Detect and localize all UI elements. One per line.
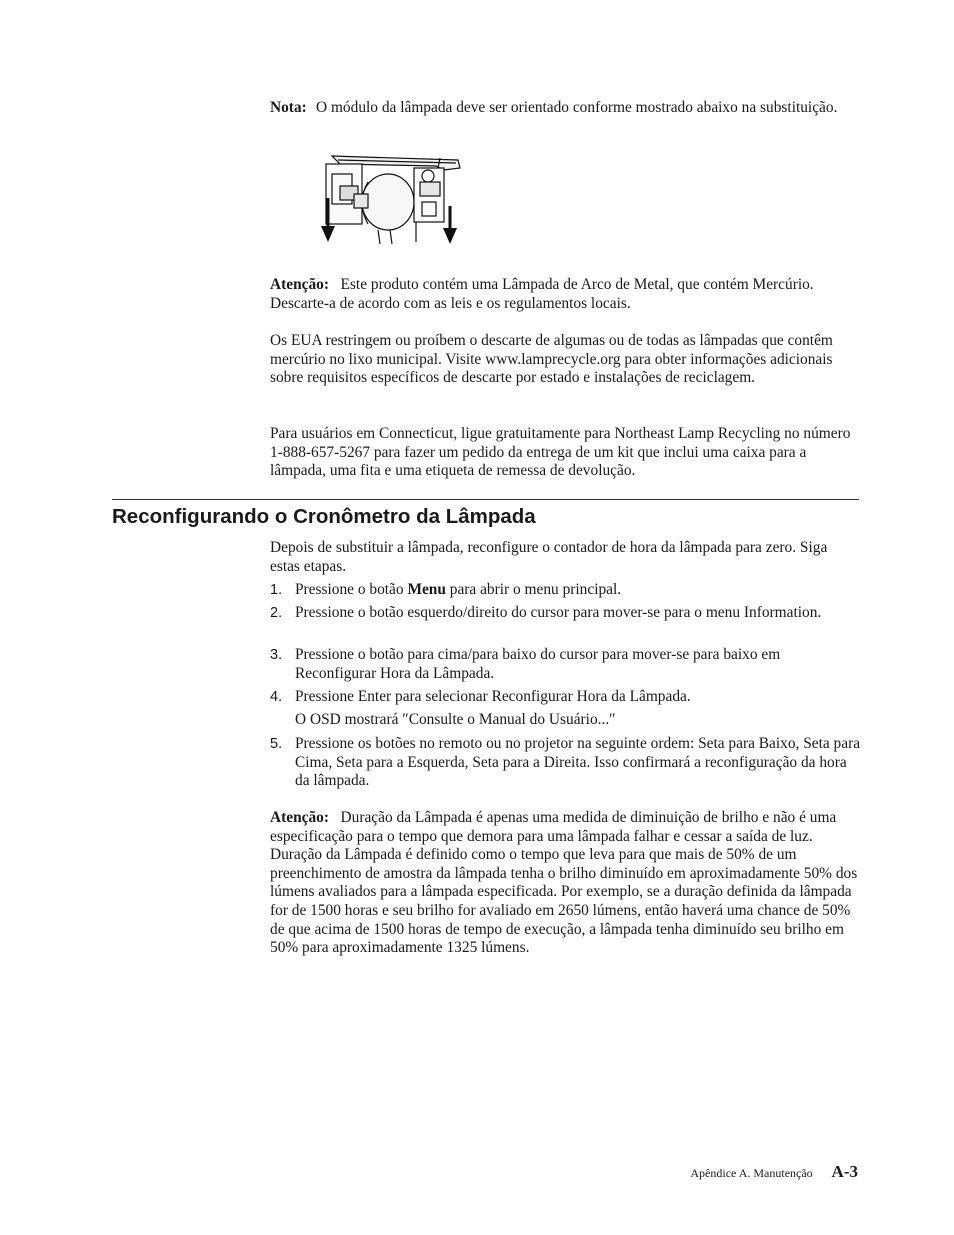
attention-text: Duração da Lâmpada é apenas uma medida de diminuição de brilho e não é uma especificação para o tempo que demora para uma lâmpada falhar e cessar a saída de luz. Duração da Lâmpada é definido como o tempo que leva para que mais de 50% de um preenchimento de amostra da lâmpada tenha o brilho diminuído em aproximadamente 50% dos lúmens avaliados para a lâmpada especificada. Por exemplo, se a duração definida da lâmpada for de 1500 horas e seu brilho for avaliado em 2650 lúmens, então haverá uma chance de 50% de que acima de 1500 horas de tempo de execução, a lâmpada tenha diminuído seu brilho em 50% para aproximadamente 1325 lúmens. <box>270 809 858 957</box>
step-number: 4. <box>270 689 283 705</box>
disposal-paragraph <box>270 332 860 388</box>
step-number: 2. <box>270 605 283 621</box>
section-heading: Reconfigurando o Cronômetro da Lâmpada <box>112 505 536 528</box>
note-label: Nota: <box>270 99 307 116</box>
step-text: Pressione o botão para cima/para baixo do cursor para mover-se para baixo em Reconfigurar Hora da Lâmpada. <box>295 646 781 682</box>
footer-section: Apêndice A. Manutenção <box>690 1166 813 1180</box>
disposal-text: Os EUA restringem ou proíbem o descarte de algumas ou de todas as lâmpadas que contêm mercúrio no lixo municipal. Visite www.lamprecycle.org para obter informações adicionais sobre requisitos específicos de descarte por estado e instalações de reciclagem. <box>270 332 833 387</box>
step-text: Pressione o botão esquerdo/direito do cursor para mover-se para o menu Information. <box>295 604 822 621</box>
step-subtext: O OSD mostrará ″Consulte o Manual do Usuário...″ <box>295 711 616 728</box>
menu-keyword: Menu <box>407 581 446 598</box>
step-text: Pressione os botões no remoto ou no projetor na seguinte ordem: Seta para Baixo, Seta para Cima, Seta para a Esquerda, Seta para a Direita. Isso confirmará a reconfiguração da hora da lâmpada. <box>295 735 861 790</box>
step-text: Pressione o botão Menu para abrir o menu principal. <box>295 581 622 598</box>
attention-text: Este produto contém uma Lâmpada de Arco de Metal, que contém Mercúrio. Descarte-a de acordo com as leis e os regulamentos locais. <box>270 276 814 312</box>
connecticut-paragraph <box>270 425 860 481</box>
step-number: 5. <box>270 736 283 752</box>
note-text: O módulo da lâmpada deve ser orientado conforme mostrado abaixo na substituição. <box>316 99 838 116</box>
connecticut-text: Para usuários em Connecticut, ligue gratuitamente para Northeast Lamp Recycling no número 1-888-657-5267 para fazer um pedido da entrega de um kit que inclui uma caixa para a lâmpada, uma fita e uma etiqueta de remessa de devolução. <box>270 425 851 480</box>
section-intro-text: Depois de substituir a lâmpada, reconfigure o contador de hora da lâmpada para zero. Siga estas etapas. <box>270 539 828 575</box>
lamp-module-diagram-icon <box>318 152 466 248</box>
note-block <box>270 99 860 118</box>
step-text: Pressione Enter para selecionar Reconfigurar Hora da Lâmpada. <box>295 688 691 705</box>
section-intro <box>270 539 860 576</box>
step-number: 3. <box>270 647 283 663</box>
attention-block-mercury <box>270 276 860 313</box>
step-number: 1. <box>270 582 283 598</box>
page-number: A-3 <box>831 1162 858 1181</box>
attention-block-lamp-life <box>270 809 860 958</box>
page-footer <box>690 1163 858 1183</box>
section-divider <box>112 499 859 500</box>
attention-label: Atenção: <box>270 809 329 826</box>
attention-label: Atenção: <box>270 276 329 293</box>
